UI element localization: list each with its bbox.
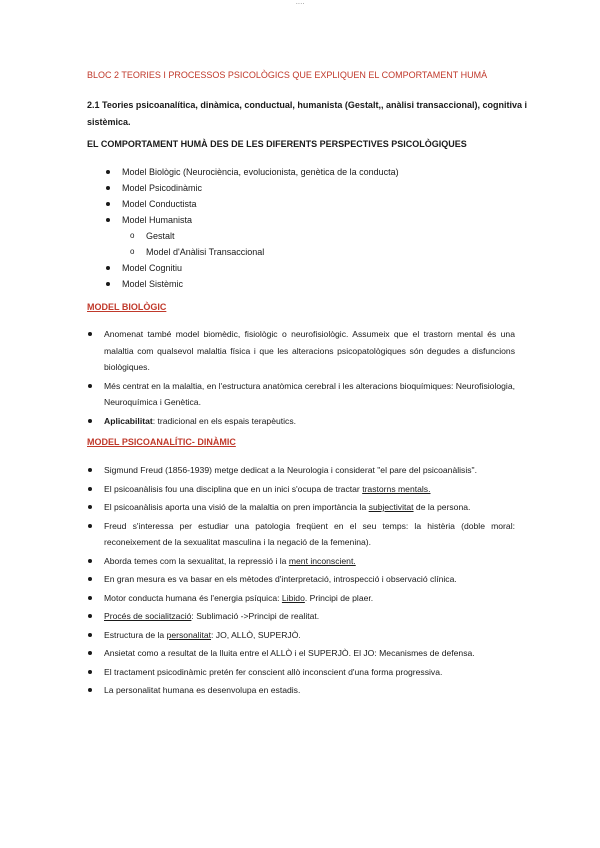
list-item: Aborda temes com la sexualitat, la repressió i la ment inconscient. xyxy=(87,553,515,570)
heading-model-biologic: MODEL BIOLÒGIC xyxy=(87,302,167,312)
list-item: Ansietat como a resultat de la lluita entre el ALLÒ i el SUPERJÒ. El JO: Mecanismes de defensa. xyxy=(87,645,515,662)
bullet-icon xyxy=(88,596,92,600)
list-item: Procés de socialització: Sublimació ->Principi de realitat. xyxy=(87,608,515,625)
circle-bullet-icon: o xyxy=(130,231,135,240)
psico-list xyxy=(87,462,515,701)
subtitle xyxy=(87,97,527,131)
list-item: Aplicabilitat: tradicional en els espais terapèutics. xyxy=(87,413,515,430)
bullet-icon xyxy=(88,633,92,637)
bullet-icon xyxy=(88,468,92,472)
bullet-icon xyxy=(88,505,92,509)
bullet-icon xyxy=(88,651,92,655)
bullet-icon xyxy=(88,524,92,528)
bullet-icon xyxy=(88,614,92,618)
heading-model-psicoanalitic: MODEL PSICOANALÍTIC- DINÀMIC xyxy=(87,437,236,447)
bullet-icon xyxy=(88,559,92,563)
list-item: El psicoanàlisis aporta una visió de la malaltia on pren importància la subjectivitat de la persona. xyxy=(87,499,515,516)
list-item: Sigmund Freud (1856-1939) metge dedicat a la Neurologia i considerat "el pare del psicoanàlisis". xyxy=(87,462,515,479)
bullet-icon xyxy=(106,202,110,206)
models-list xyxy=(106,164,399,292)
list-item: Anomenat també model biomèdic, fisiològic o neurofisiològic. Assumeix que el trastorn mental és una malaltia com qualsevol malaltia física i que les alteracions psicopatològiques són degudes a disfuncions biològiques. xyxy=(87,326,515,376)
bullet-icon xyxy=(106,170,110,174)
list-item: En gran mesura es va basar en els mètodes d'interpretació, introspecció i observació clínica. xyxy=(87,571,515,588)
section-heading: EL COMPORTAMENT HUMÀ DES DE LES DIFERENTS PERSPECTIVES PSICOLÒGIQUES xyxy=(87,139,467,149)
bullet-icon xyxy=(106,282,110,286)
bullet-icon xyxy=(88,688,92,692)
circle-bullet-icon: o xyxy=(130,247,135,256)
bullet-icon xyxy=(88,384,92,388)
bullet-icon xyxy=(88,487,92,491)
list-item: Motor conducta humana és l'energia psíquica: Libido. Principi de plaer. xyxy=(87,590,515,607)
bullet-icon xyxy=(106,186,110,190)
bullet-icon xyxy=(88,332,92,336)
list-item: Model Conductista xyxy=(106,196,399,212)
list-item: Model Sistèmic xyxy=(106,276,399,292)
list-item: Model Biològic (Neurociència, evolucionista, genètica de la conducta) xyxy=(106,164,399,180)
sublist-item: o Model d'Anàlisi Transaccional xyxy=(130,244,399,260)
page-mark: .... xyxy=(296,0,305,6)
biologic-list xyxy=(87,326,515,431)
list-item: Model Cognitiu xyxy=(106,260,399,276)
list-item: Freud s'interessa per estudiar una patologia freqüent en el seu temps: la histèria (doble moral: reconeixement de la sexualitat masculina i la negació de la femenina). xyxy=(87,518,515,551)
bullet-icon xyxy=(88,419,92,423)
sublist-container xyxy=(106,228,399,260)
list-item: Model Humanista xyxy=(106,212,399,228)
bullet-icon xyxy=(88,670,92,674)
list-item: Més centrat en la malaltia, en l'estructura anatòmica cerebral i les alteracions bioquímiques: Neurofisiologia, Neuroquímica i Genètica. xyxy=(87,378,515,411)
list-item: El tractament psicodinàmic pretén fer conscient allò inconscient d'una forma progressiva. xyxy=(87,664,515,681)
bullet-icon xyxy=(88,577,92,581)
block-title: BLOC 2 TEORIES I PROCESSOS PSICOLÒGICS QUE EXPLIQUEN EL COMPORTAMENT HUMÀ xyxy=(87,70,488,80)
list-item: Model Psicodinàmic xyxy=(106,180,399,196)
humanista-sublist xyxy=(106,228,399,260)
list-item: El psicoanàlisis fou una disciplina que en un inici s'ocupa de tractar trastorns mentals. xyxy=(87,481,515,498)
bullet-icon xyxy=(106,218,110,222)
subtitle-text: Teories psicoanalítica, dinàmica, conductual, humanista (Gestalt,, anàlisi transaccional), cognitiva i sistèmica. xyxy=(87,100,527,127)
list-item: La personalitat humana es desenvolupa en estadis. xyxy=(87,682,515,699)
bullet-icon xyxy=(106,266,110,270)
sublist-item: o Gestalt xyxy=(130,228,399,244)
list-item: Estructura de la personalitat: JO, ALLÒ, SUPERJÒ. xyxy=(87,627,515,644)
subtitle-number: 2.1 xyxy=(87,100,100,110)
